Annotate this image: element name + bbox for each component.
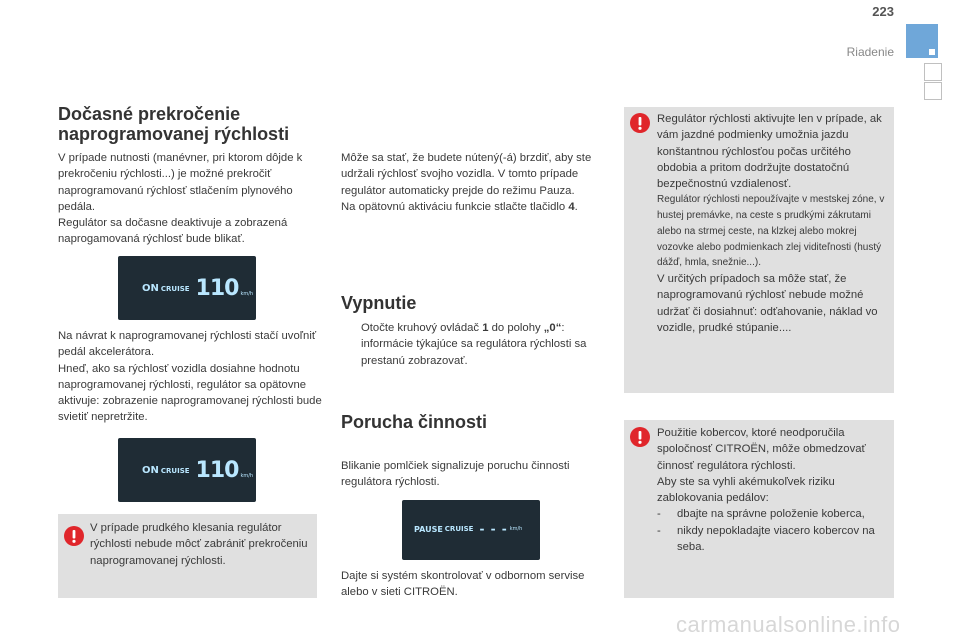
chapter-marker-box (924, 82, 942, 100)
heading-line: Dočasné prekročenie (58, 104, 241, 124)
section-title: Riadenie (846, 45, 894, 59)
heading-switch-off: Vypnutie (341, 293, 417, 313)
warning-text: V prípade prudkého klesania regulátor rýchlosti nebude môcť zabrániť prekročeniu naprogramovanej rýchlosti. (90, 522, 308, 567)
heading-temporary-exceed (58, 104, 328, 144)
warning-box-descent (58, 514, 317, 598)
display-dashes: - - - (479, 522, 508, 536)
page-number: 223 (872, 4, 894, 19)
display-unit: km/h (240, 473, 254, 479)
bullet-icon (341, 320, 361, 369)
list-item (657, 523, 889, 556)
display-cruise-label: CRUISE (160, 466, 190, 475)
text-run: do polohy (488, 322, 544, 334)
warning-icon (64, 526, 84, 546)
display-speed: 110 (195, 276, 239, 301)
heading-line: naprogramovanej rýchlosti (58, 124, 290, 144)
position-value: „0“ (543, 322, 562, 334)
chapter-marker-box (924, 63, 942, 81)
heading-malfunction: Porucha činnosti (341, 412, 488, 432)
display-unit: km/h (240, 291, 254, 297)
display-unit: km/h (509, 526, 523, 532)
warning-text: V určitých prípadoch sa môže stať, že naprogramovanú rýchlosť nebude možné udržať či dosiahnuť: odťahovanie, náklad vo vozidle, prudké stúpanie.... (657, 273, 878, 334)
section-tab (906, 24, 938, 58)
bullet-item (341, 320, 605, 369)
bullet-text (361, 320, 605, 369)
list-item (657, 506, 889, 522)
display-cruise-label: CRUISE (160, 284, 190, 293)
paragraph: Hneď, ako sa rýchlosť vozidla dosiahne hodnotu naprogramovanej rýchlosti, regulátor sa opätovne aktivuje: zobrazenie naprogramovanej rýchlosti bude svietiť nepretržite. (58, 362, 322, 424)
watermark: carmanualsonline.info (676, 612, 901, 637)
col2-text-block (341, 150, 605, 215)
warning-text: Aby ste sa vyhli akémukoľvek riziku zablokovania pedálov: (657, 475, 835, 505)
text-run: : informácie týkajúce sa regulátora rýchlosti sa prestanú zobrazovať. (361, 322, 587, 367)
paragraph (341, 199, 605, 215)
warning-text: Použitie kobercov, ktoré neodporučila spoločnosť CITROËN, môže obmedzovať činnosť regulátora rýchlosti. (657, 427, 866, 472)
warning-icon (630, 427, 650, 447)
button-number: 4 (568, 200, 575, 213)
paragraph: Blikanie pomlčiek signalizuje poruchu činnosti regulátora rýchlosti. (341, 460, 570, 489)
cruise-display-on-2 (118, 438, 256, 502)
warning-box-usage (624, 107, 894, 393)
warning-text: Regulátor rýchlosti nepoužívajte v mestskej zóne, v hustej premávke, na ceste s prudkými zákrutami alebo na strmej ceste, na klzkej alebo mokrej vozovke alebo podmienkach zlej viditeľnosti (hustý dážď, hmla, snežnie...). (657, 194, 885, 269)
cruise-display-on (118, 256, 256, 320)
warning-text: Regulátor rýchlosti aktivujte len v prípade, ak vám jazdné podmienky umožnia jazdu konštantnou rýchlosťou počas určitého obdobia a pritom dodržujte dostatočnú bezpečnostnú vzdialenosť. (657, 113, 882, 191)
display-on-label: ON (142, 465, 159, 476)
list-text: nikdy nepokladajte viacero kobercov na seba. (677, 524, 875, 554)
display-cruise-label: CRUISE (444, 525, 474, 533)
text-run: Na opätovnú aktiváciu funkcie stlačte tlačidlo (341, 200, 569, 213)
col1-text-block-2 (58, 328, 322, 426)
text-run: Otočte kruhový ovládač (361, 322, 483, 334)
paragraph: Regulátor sa dočasne deaktivuje a zobrazená naprogamovaná rýchlosť bude blikať. (58, 217, 288, 246)
list-marker: - (657, 508, 661, 521)
list-text: dbajte na správne položenie koberca, (677, 508, 865, 521)
paragraph: Dajte si systém skontrolovať v odbornom servise alebo v sieti CITROËN. (341, 570, 585, 599)
tab-marker (929, 49, 935, 55)
display-on-label: ON (142, 283, 159, 294)
display-pause-label: PAUSE (414, 524, 443, 534)
text-run: . (574, 200, 578, 213)
warning-box-mats (624, 420, 894, 598)
list-marker: - (657, 524, 661, 537)
control-number: 1 (482, 322, 489, 334)
paragraph: Na návrat k naprogramovanej rýchlosti stačí uvoľniť pedál akcelerátora. (58, 330, 317, 359)
display-speed: 110 (195, 458, 239, 483)
col1-text-block (58, 150, 322, 248)
paragraph: V prípade nutnosti (manévner, pri ktorom dôjde k prekročeniu rýchlosti...) je možné prekročiť naprogramovanú rýchlosť stlačením plynového pedála. (58, 152, 303, 213)
warning-icon (630, 113, 650, 133)
paragraph: Môže sa stať, že budete nútený(-á) brzdiť, aby ste udržali rýchlosť svojho vozidla. V tomto prípade regulátor automaticky prejde do režimu Pauza. (341, 152, 592, 197)
cruise-display-pause (402, 500, 540, 560)
